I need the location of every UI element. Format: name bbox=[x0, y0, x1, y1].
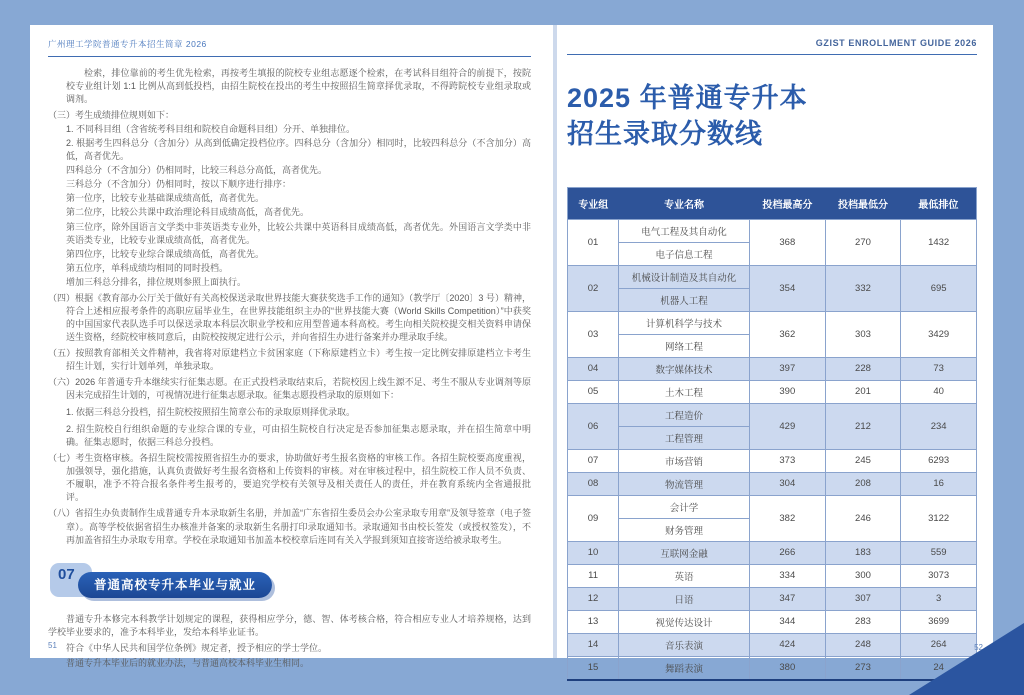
table-row bbox=[568, 472, 977, 495]
cell-min-rank: 234 bbox=[901, 403, 977, 449]
cell-min-score: 270 bbox=[825, 219, 901, 265]
cell-major: 网络工程 bbox=[619, 334, 750, 357]
table-row bbox=[568, 311, 977, 334]
cell-min-rank: 73 bbox=[901, 357, 977, 380]
cell-group: 06 bbox=[568, 403, 619, 449]
left-paragraph: 1. 不同科目组（含省统考科目组和院校自命题科目组）分开、单独排位。 bbox=[66, 124, 356, 135]
cell-min-rank: 16 bbox=[901, 472, 977, 495]
left-paragraph: （三）考生成绩排位规则如下： bbox=[48, 110, 175, 121]
cell-min-score: 283 bbox=[825, 610, 901, 633]
left-paragraph: （六）2026 年普通专升本继续实行征集志愿。在正式投档录取结束后，若院校因上线生源不足、考生不服从专业调剂等原因未完成招生计划的，可视情况进行征集志愿录取。征集志愿投档录取的原则如下： bbox=[48, 377, 531, 401]
cell-major: 互联网金融 bbox=[619, 541, 750, 564]
cell-min-score: 273 bbox=[825, 656, 901, 680]
cell-major: 市场营销 bbox=[619, 449, 750, 472]
cell-group: 10 bbox=[568, 541, 619, 564]
table-row bbox=[568, 495, 977, 518]
page-title bbox=[567, 80, 977, 153]
cell-major: 物流管理 bbox=[619, 472, 750, 495]
left-paragraph: 第一位序，比较专业基础课成绩高低，高者优先。 bbox=[66, 193, 265, 204]
section-banner bbox=[48, 563, 531, 605]
cell-major: 电气工程及其自动化 bbox=[619, 219, 750, 242]
cell-major: 工程造价 bbox=[619, 403, 750, 426]
score-table-head bbox=[568, 187, 977, 219]
page-right bbox=[557, 25, 993, 675]
cell-max-score: 344 bbox=[750, 610, 826, 633]
cell-min-rank: 3 bbox=[901, 587, 977, 610]
table-header-cell: 专业组 bbox=[568, 187, 619, 219]
cell-major: 机械设计制造及其自动化 bbox=[619, 265, 750, 288]
cell-max-score: 362 bbox=[750, 311, 826, 357]
cell-major: 财务管理 bbox=[619, 518, 750, 541]
cell-max-score: 429 bbox=[750, 403, 826, 449]
cell-min-score: 300 bbox=[825, 564, 901, 587]
cell-group: 04 bbox=[568, 357, 619, 380]
cell-major: 机器人工程 bbox=[619, 288, 750, 311]
cell-group: 11 bbox=[568, 564, 619, 587]
cell-max-score: 347 bbox=[750, 587, 826, 610]
table-row bbox=[568, 541, 977, 564]
section-title: 普通高校专升本毕业与就业 bbox=[78, 572, 272, 598]
page-title-line1: 2025 年普通专升本 bbox=[567, 83, 808, 113]
cell-major: 数字媒体技术 bbox=[619, 357, 750, 380]
cell-min-rank: 264 bbox=[901, 633, 977, 656]
cell-min-rank: 695 bbox=[901, 265, 977, 311]
page-title-line2: 招生录取分数线 bbox=[567, 119, 763, 150]
cell-group: 05 bbox=[568, 380, 619, 403]
left-paragraph: 三科总分（不含加分）仍相同时，按以下顺序进行排序： bbox=[66, 179, 292, 190]
table-row bbox=[568, 449, 977, 472]
cell-major: 电子信息工程 bbox=[619, 242, 750, 265]
cell-min-score: 212 bbox=[825, 403, 901, 449]
cell-min-score: 246 bbox=[825, 495, 901, 541]
section-body bbox=[48, 613, 531, 671]
table-header-cell: 专业名称 bbox=[619, 187, 750, 219]
cell-group: 13 bbox=[568, 610, 619, 633]
left-paragraph: 第五位序，单科成绩均相同的同时投档。 bbox=[66, 262, 229, 273]
left-paragraph: 2. 根据考生四科总分（含加分）从高到低确定投档位序。四科总分（含加分）相同时，比较四科总分（不含加分）高低，高者优先。 bbox=[66, 138, 531, 162]
cell-min-score: 248 bbox=[825, 633, 901, 656]
cell-max-score: 390 bbox=[750, 380, 826, 403]
cell-group: 12 bbox=[568, 587, 619, 610]
left-paragraph: 1. 依据三科总分投档，招生院校按照招生简章公布的录取原则择优录取。 bbox=[66, 407, 356, 418]
cell-max-score: 304 bbox=[750, 472, 826, 495]
score-table-body bbox=[568, 219, 977, 680]
left-paragraph: （七）考生资格审核。各招生院校需按照省招生办的要求，协助做好考生报名资格的审核工作。各招生院校要高度重视，加强领导，强化措施，认真负责做好考生报名资格和上传资料的审核。对在审核过程中，招生院校工作人员不负责、不履职，准予不符合报名条件考生报考的，要追究学校有关领导及相关责任人的责任，并在教育系统内全省通报批评。 bbox=[48, 453, 531, 503]
table-row bbox=[568, 265, 977, 288]
left-paragraph: （四）根据《教育部办公厅关于做好有关高校保送录取世界技能大赛获奖选手工作的通知》（教学厅〔2020〕3 号）精神，符合上述相应报考条件的高职应届毕业生，在世界技能组织主办的“世界技能大赛（World Skills Competition）”中获奖的中国国家代表队选手可以保送录取本科层次职业学校和应用型普通本科高校。考生向相关院校提交相关资料申请保送生资格，经院校审核同意后，由院校按规定进行公示，并向省招生办进行备案并办理录取手续。 bbox=[48, 292, 531, 342]
left-paragraph: 第四位序，比较专业综合课成绩高低，高者优先。 bbox=[66, 248, 265, 259]
cell-max-score: 397 bbox=[750, 357, 826, 380]
section-paragraph: 普通专升本毕业后的就业办法，与普通高校本科毕业生相同。 bbox=[66, 658, 310, 669]
cell-min-score: 332 bbox=[825, 265, 901, 311]
table-row bbox=[568, 564, 977, 587]
left-paragraph: 第三位序，除外国语言文学类中非英语类专业外，比较公共课中英语科目成绩高低，高者优先。外国语言文学类中非英语类专业，比较专业课成绩高低，高者优先。 bbox=[66, 221, 531, 245]
table-header-cell: 最低排位 bbox=[901, 187, 977, 219]
table-header-cell: 投档最高分 bbox=[750, 187, 826, 219]
cell-group: 14 bbox=[568, 633, 619, 656]
page-left bbox=[30, 25, 553, 669]
left-body bbox=[48, 67, 531, 547]
cell-group: 08 bbox=[568, 472, 619, 495]
cell-major: 音乐表演 bbox=[619, 633, 750, 656]
cell-min-rank: 3122 bbox=[901, 495, 977, 541]
cell-max-score: 373 bbox=[750, 449, 826, 472]
left-paragraph: （五）按照教育部相关文件精神，我省将对原建档立卡贫困家庭（下称原建档立卡）考生按一定比例安排原建档立卡考生招生计划，实行计划单列，单独录取。 bbox=[48, 347, 531, 371]
section-number-badge: 07 bbox=[50, 563, 92, 597]
cell-max-score: 382 bbox=[750, 495, 826, 541]
cell-group: 03 bbox=[568, 311, 619, 357]
cell-min-rank: 3699 bbox=[901, 610, 977, 633]
cell-group: 02 bbox=[568, 265, 619, 311]
cell-min-score: 183 bbox=[825, 541, 901, 564]
cell-min-rank: 3073 bbox=[901, 564, 977, 587]
cell-min-rank: 559 bbox=[901, 541, 977, 564]
left-paragraph: （八）省招生办负责制作生成普通专升本录取新生名册，并加盖“广东省招生委员会办公室录取专用章”及领导签章（电子签章）。高等学校依据省招生办核准并备案的录取新生名册打印录取通知书。录取通知书由校长签发（或授权签发），不再加盖省招生办录取专用章。学校在录取通知书加盖本校校章后连同有关入学报到须知直接寄送给被录取考生。 bbox=[48, 508, 531, 545]
cell-group: 01 bbox=[568, 219, 619, 265]
page-number-left: 51 bbox=[48, 641, 57, 650]
left-page-header: 广州理工学院普通专升本招生简章 2026 bbox=[48, 38, 531, 57]
cell-max-score: 334 bbox=[750, 564, 826, 587]
cell-group: 15 bbox=[568, 656, 619, 680]
cell-max-score: 368 bbox=[750, 219, 826, 265]
right-page-header: GZIST ENROLLMENT GUIDE 2026 bbox=[567, 38, 977, 55]
page-number-right: 52 bbox=[974, 643, 983, 652]
section-paragraph: 符合《中华人民共和国学位条例》规定者，授予相应的学士学位。 bbox=[66, 642, 328, 653]
cell-min-score: 307 bbox=[825, 587, 901, 610]
cell-major: 英语 bbox=[619, 564, 750, 587]
cell-min-score: 245 bbox=[825, 449, 901, 472]
cell-major: 舞蹈表演 bbox=[619, 656, 750, 680]
cell-max-score: 266 bbox=[750, 541, 826, 564]
cell-group: 09 bbox=[568, 495, 619, 541]
cell-min-score: 208 bbox=[825, 472, 901, 495]
left-paragraph: 检索，排位靠前的考生优先检索，再按考生填报的院校专业组志愿逐个检索，在考试科目组符合的前提下，按院校专业组计划 1:1 比例从高到低投档，由招生院校在投出的考生中按照招生简章择优录取，不得跨院校专业组录取或调剂。 bbox=[66, 68, 531, 105]
cell-major: 会计学 bbox=[619, 495, 750, 518]
table-row bbox=[568, 403, 977, 426]
cell-major: 视觉传达设计 bbox=[619, 610, 750, 633]
table-header-cell: 投档最低分 bbox=[825, 187, 901, 219]
cell-min-score: 201 bbox=[825, 380, 901, 403]
left-paragraph: 增加三科总分排名，排位规则参照上面执行。 bbox=[66, 276, 247, 287]
table-row bbox=[568, 380, 977, 403]
table-row bbox=[568, 587, 977, 610]
cell-min-rank: 6293 bbox=[901, 449, 977, 472]
cell-major: 计算机科学与技术 bbox=[619, 311, 750, 334]
cell-major: 土木工程 bbox=[619, 380, 750, 403]
table-row bbox=[568, 357, 977, 380]
cell-major: 日语 bbox=[619, 587, 750, 610]
score-table bbox=[567, 187, 977, 681]
cell-min-score: 228 bbox=[825, 357, 901, 380]
section-paragraph: 普通专升本修完本科教学计划规定的课程，获得相应学分，德、智、体考核合格，符合相应专业人才培养规格，达到学校毕业要求的，准予本科毕业，发给本科毕业证书。 bbox=[48, 613, 531, 638]
cell-min-score: 303 bbox=[825, 311, 901, 357]
table-row bbox=[568, 219, 977, 242]
cell-max-score: 354 bbox=[750, 265, 826, 311]
cell-group: 07 bbox=[568, 449, 619, 472]
cell-major: 工程管理 bbox=[619, 426, 750, 449]
cell-max-score: 380 bbox=[750, 656, 826, 680]
cell-min-rank: 1432 bbox=[901, 219, 977, 265]
left-paragraph: 第二位序，比较公共课中政治理论科目成绩高低，高者优先。 bbox=[66, 207, 310, 218]
left-paragraph: 2. 招生院校自行组织命题的专业综合课的专业，可由招生院校自行决定是否参加征集志愿录取，并在招生简章中明确。征集志愿时，依据三科总分投档。 bbox=[66, 424, 531, 448]
cell-min-rank: 40 bbox=[901, 380, 977, 403]
corner-triangle-decoration bbox=[909, 623, 1024, 695]
left-paragraph: 四科总分（不含加分）仍相同时，比较三科总分高低，高者优先。 bbox=[66, 165, 328, 176]
cell-max-score: 424 bbox=[750, 633, 826, 656]
table-header-row bbox=[568, 187, 977, 219]
cell-min-rank: 3429 bbox=[901, 311, 977, 357]
cell-min-rank: 24 bbox=[901, 656, 977, 680]
